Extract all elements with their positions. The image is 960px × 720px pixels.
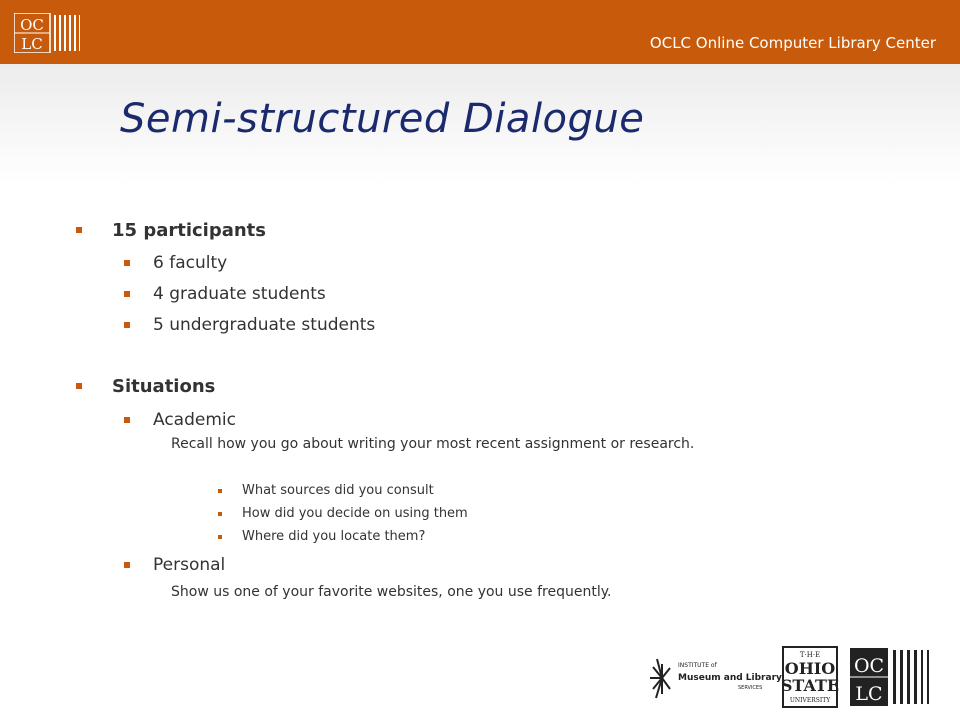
oclc-logo-bottom-text: LC — [21, 35, 43, 53]
bullet-sources — [242, 483, 434, 498]
osu-line3: STATE — [780, 676, 840, 695]
imls-logo — [650, 659, 782, 698]
square-bullet-icon — [218, 535, 222, 539]
bullet-graduate-label: 4 graduate students — [153, 284, 326, 304]
osu-line1: T·H·E — [799, 651, 821, 659]
bullet-undergraduate-label: 5 undergraduate students — [153, 315, 376, 335]
osu-logo — [781, 647, 839, 707]
imls-line2: Museum and Library — [678, 673, 782, 683]
org-name: OCLC Online Computer Library Center — [649, 34, 936, 52]
slide-title: Semi-structured Dialogue — [120, 96, 645, 142]
square-bullet-icon — [76, 383, 82, 389]
bullet-faculty — [153, 253, 227, 273]
bullet-personal — [153, 555, 225, 575]
oclc-footer-logo — [850, 648, 934, 706]
bullet-participants — [112, 220, 266, 241]
osu-line4: UNIVERSITY — [789, 697, 831, 704]
square-bullet-icon — [124, 291, 130, 297]
oclc-footer-bottom: LC — [855, 683, 883, 705]
bullet-graduate — [153, 284, 326, 304]
bullet-faculty-label: 6 faculty — [153, 253, 228, 273]
bullet-participants-label: 15 participants — [112, 220, 267, 241]
bullet-locate — [242, 529, 425, 544]
bullet-academic-label: Academic — [153, 410, 236, 430]
bullet-situations-label: Situations — [112, 376, 216, 397]
square-bullet-icon — [218, 489, 222, 493]
square-bullet-icon — [124, 562, 130, 568]
square-bullet-icon — [124, 260, 130, 266]
bullet-undergraduate — [153, 315, 375, 335]
bullet-decide-label: How did you decide on using them — [242, 506, 468, 521]
bullet-locate-label: Where did you locate them? — [242, 529, 426, 544]
imls-burst-icon — [650, 659, 670, 698]
square-bullet-icon — [124, 322, 130, 328]
bullet-personal-label: Personal — [153, 555, 226, 575]
square-bullet-icon — [124, 417, 130, 423]
bullet-sources-label: What sources did you consult — [242, 483, 434, 498]
personal-note: Show us one of your favorite websites, one you use frequently. — [171, 584, 612, 600]
square-bullet-icon — [76, 227, 82, 233]
bullet-situations — [112, 376, 215, 397]
imls-line3: SERVICES — [738, 685, 763, 691]
imls-line1: INSTITUTE of — [678, 662, 717, 669]
bullet-academic — [153, 410, 236, 430]
square-bullet-icon — [218, 512, 222, 516]
oclc-footer-top: OC — [853, 655, 885, 677]
academic-note: Recall how you go about writing your most recent assignment or research. — [171, 436, 695, 452]
bullet-decide — [242, 506, 468, 521]
oclc-logo-top-text: OC — [20, 16, 44, 34]
footer-logos — [640, 642, 940, 712]
osu-line2: OHIO — [784, 659, 836, 678]
